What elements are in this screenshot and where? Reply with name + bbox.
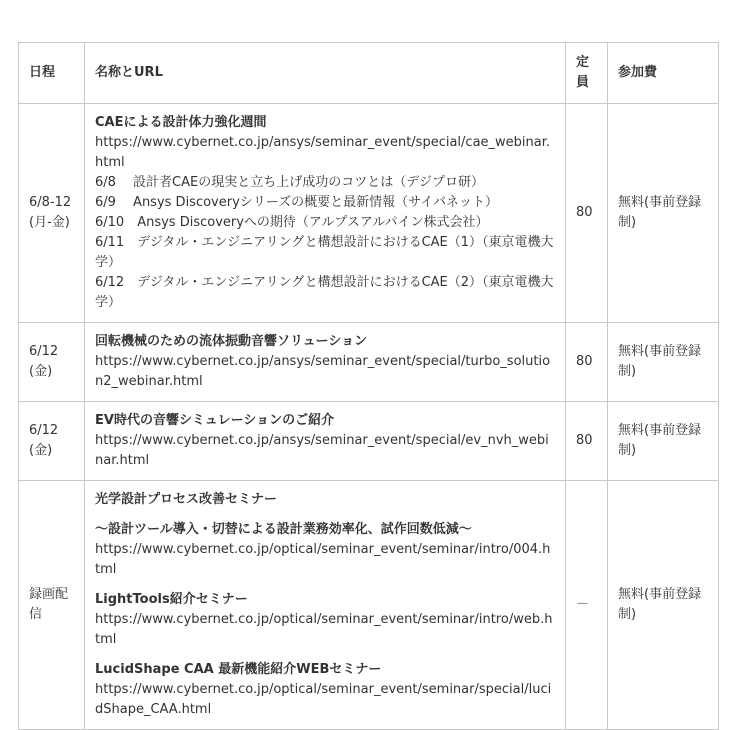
header-date: 日程 bbox=[19, 43, 85, 104]
event-block bbox=[95, 520, 555, 580]
event-title: LightTools紹介セミナー bbox=[95, 592, 248, 607]
event-title: 回転機械のための流体振動音響ソリューション bbox=[95, 334, 368, 349]
cell-date: 6/12(金) bbox=[19, 323, 85, 402]
event-url[interactable]: https://www.cybernet.co.jp/ansys/seminar_event/special/ev_nvh_webinar.html bbox=[95, 433, 549, 468]
session-line: 6/12 デジタル・エンジニアリングと構想設計におけるCAE（2）（東京電機大学） bbox=[95, 275, 554, 310]
cell-capacity: 80 bbox=[566, 104, 608, 323]
cell-name-url bbox=[85, 104, 566, 323]
cell-name-url bbox=[85, 481, 566, 730]
cell-capacity: 80 bbox=[566, 402, 608, 481]
cell-date: 録画配信 bbox=[19, 481, 85, 730]
table-body bbox=[19, 104, 719, 730]
event-url[interactable]: https://www.cybernet.co.jp/optical/seminar_event/seminar/special/lucidShape_CAA.html bbox=[95, 682, 552, 717]
cell-fee: 無料(事前登録制) bbox=[608, 402, 719, 481]
cell-date: 6/8-12(月-金) bbox=[19, 104, 85, 323]
cell-date: 6/12(金) bbox=[19, 402, 85, 481]
header-capacity: 定員 bbox=[566, 43, 608, 104]
event-url[interactable]: https://www.cybernet.co.jp/ansys/seminar_event/special/turbo_solution2_webinar.html bbox=[95, 354, 551, 389]
session-line: 6/8 設計者CAEの現実と立ち上げ成功のコツとは（デジプロ研） bbox=[95, 175, 484, 190]
event-title: 光学設計プロセス改善セミナー bbox=[95, 492, 278, 507]
event-url[interactable]: https://www.cybernet.co.jp/optical/seminar_event/seminar/intro/web.html bbox=[95, 612, 553, 647]
event-block bbox=[95, 660, 555, 720]
cell-fee: 無料(事前登録制) bbox=[608, 323, 719, 402]
event-block bbox=[95, 490, 555, 510]
table-header bbox=[19, 43, 719, 104]
header-fee: 参加費 bbox=[608, 43, 719, 104]
event-block bbox=[95, 332, 555, 392]
table-row bbox=[19, 104, 719, 323]
table-row bbox=[19, 323, 719, 402]
cell-capacity: － bbox=[566, 481, 608, 730]
event-title: EV時代の音響シミュレーションのご紹介 bbox=[95, 413, 335, 428]
event-url[interactable]: https://www.cybernet.co.jp/ansys/seminar_event/special/cae_webinar.html bbox=[95, 135, 551, 170]
cell-capacity: 80 bbox=[566, 323, 608, 402]
cell-fee: 無料(事前登録制) bbox=[608, 104, 719, 323]
session-line: 6/10 Ansys Discoveryへの期待（アルプスアルパイン株式会社） bbox=[95, 215, 489, 230]
table-row bbox=[19, 402, 719, 481]
event-title: CAEによる設計体力強化週間 bbox=[95, 115, 267, 130]
event-url[interactable]: https://www.cybernet.co.jp/optical/seminar_event/seminar/intro/004.html bbox=[95, 542, 551, 577]
header-name-url: 名称とURL bbox=[85, 43, 566, 104]
event-title: LucidShape CAA 最新機能紹介WEBセミナー bbox=[95, 662, 382, 677]
event-block bbox=[95, 411, 555, 471]
cell-fee: 無料(事前登録制) bbox=[608, 481, 719, 730]
header-row bbox=[19, 43, 719, 104]
cell-name-url bbox=[85, 402, 566, 481]
table-row bbox=[19, 481, 719, 730]
cell-name-url bbox=[85, 323, 566, 402]
event-block bbox=[95, 590, 555, 650]
session-line: 6/9 Ansys Discoveryシリーズの概要と最新情報（サイバネット） bbox=[95, 195, 498, 210]
session-line: 6/11 デジタル・エンジニアリングと構想設計におけるCAE（1）（東京電機大学） bbox=[95, 235, 554, 270]
event-title: ～設計ツール導入・切替による設計業務効率化、試作回数低減～ bbox=[95, 522, 472, 537]
event-block bbox=[95, 113, 555, 313]
seminar-schedule-table bbox=[18, 42, 719, 730]
